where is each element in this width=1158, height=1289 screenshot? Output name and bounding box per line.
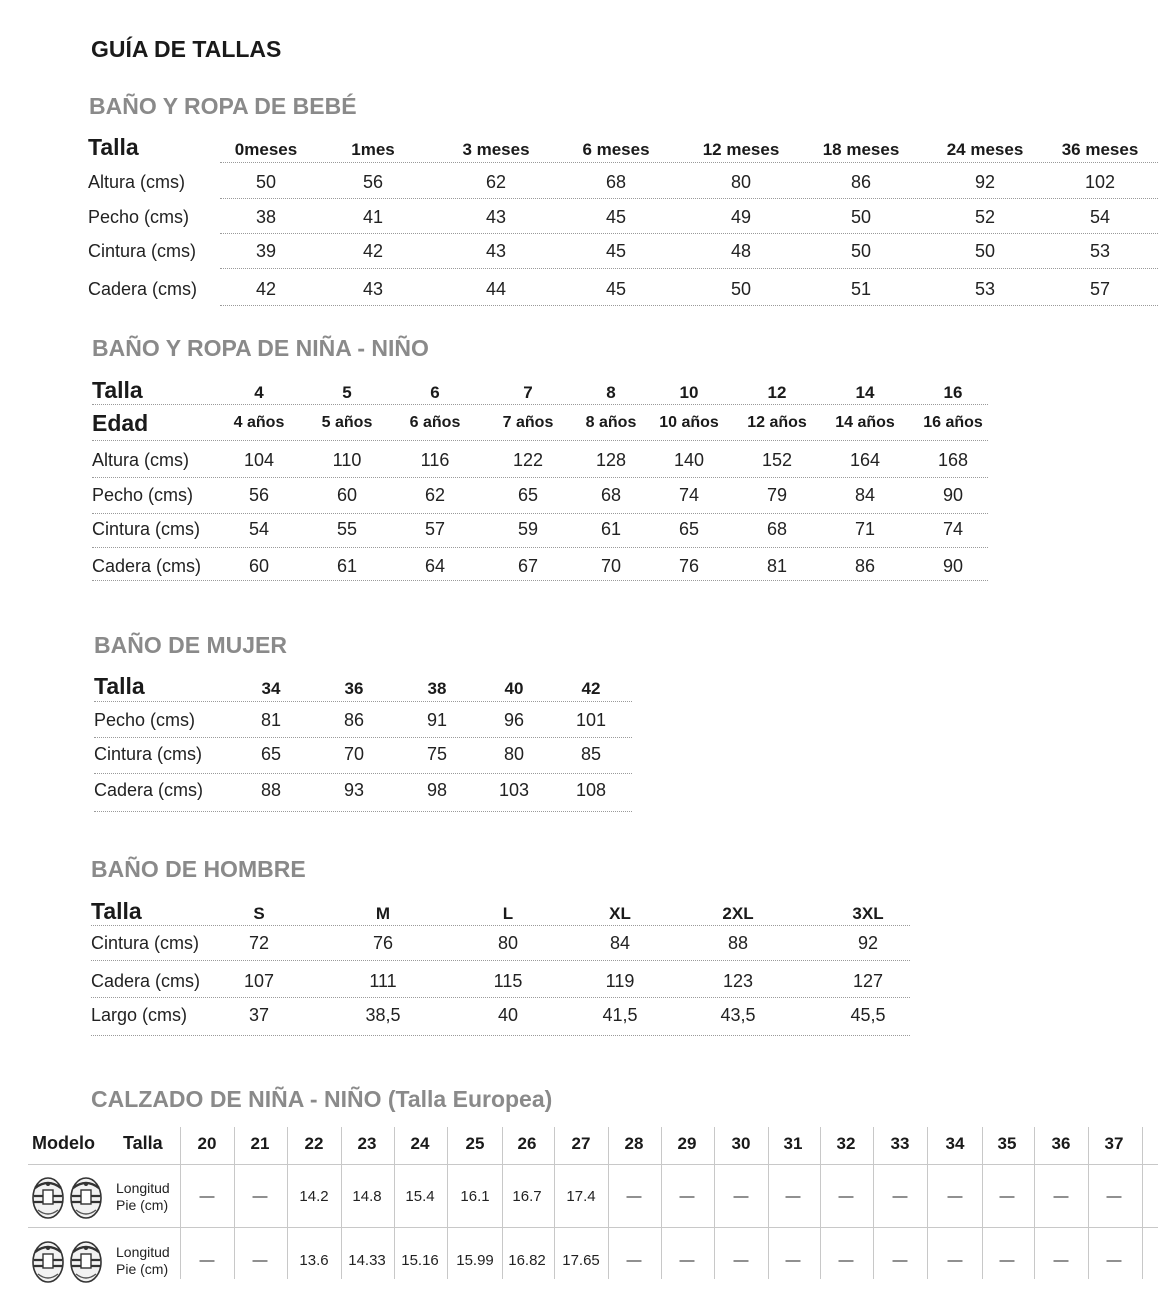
kids-age-header: 4 años: [233, 414, 285, 431]
men-size-header: L: [502, 904, 514, 923]
shoes-cell: 15.16: [401, 1252, 439, 1269]
men-row-label: Largo (cms): [91, 1005, 188, 1025]
kids-age-header: 14 años: [835, 414, 895, 431]
kids-cell: 90: [942, 485, 964, 505]
women-size-header: 36: [344, 679, 364, 698]
baby-cell: 54: [1089, 207, 1111, 227]
kids-age-header: 5 años: [321, 414, 373, 431]
women-cell: 88: [260, 780, 282, 800]
shoes-cell: 14.8: [352, 1188, 382, 1205]
baby-cell: 39: [255, 241, 277, 261]
baby-cell: 43: [485, 207, 507, 227]
baby-size-header: 1mes: [351, 140, 395, 159]
men-size-header: M: [375, 904, 391, 923]
baby-cell: 102: [1084, 172, 1116, 192]
baby-cell: 68: [605, 172, 627, 192]
shoes-size-header: 27: [571, 1134, 591, 1153]
row-divider: [91, 960, 910, 961]
shoes-cell: —: [1053, 1252, 1069, 1269]
baby-cell: 56: [362, 172, 384, 192]
baby-size-header: 36 meses: [1061, 140, 1139, 159]
men-cell: 40: [497, 1005, 519, 1025]
baby-cell: 50: [850, 207, 872, 227]
shoes-grid-line: [1088, 1127, 1089, 1279]
shoes-size-header: 20: [197, 1134, 217, 1153]
women-talla-label: Talla: [94, 673, 145, 699]
kids-row-label: Cadera (cms): [92, 556, 202, 576]
kids-cell: 74: [678, 485, 700, 505]
shoes-cell: —: [1053, 1188, 1069, 1205]
shoes-cell: —: [626, 1188, 642, 1205]
shoes-cell: —: [199, 1252, 215, 1269]
women-row-label: Cadera (cms): [94, 780, 204, 800]
baby-cell: 43: [485, 241, 507, 261]
kids-cell: 122: [512, 450, 544, 470]
row-divider: [94, 773, 632, 774]
shoes-size-header: 29: [677, 1134, 697, 1153]
shoes-cell: —: [947, 1188, 963, 1205]
kids-talla-label: Talla: [92, 377, 143, 403]
shoes-grid-line: [28, 1227, 1158, 1228]
women-row-label: Pecho (cms): [94, 710, 196, 730]
shoes-cell: 14.2: [299, 1188, 329, 1205]
shoes-cell: 17.4: [566, 1188, 596, 1205]
women-cell: 96: [503, 710, 525, 730]
baby-cell: 49: [730, 207, 752, 227]
kids-cell: 61: [336, 556, 358, 576]
men-row-label: Cadera (cms): [91, 971, 201, 991]
row-divider: [92, 547, 988, 548]
row-divider: [220, 305, 1158, 306]
baby-cell: 42: [255, 279, 277, 299]
kids-age-header: 12 años: [747, 414, 807, 431]
baby-cell: 50: [730, 279, 752, 299]
baby-talla-label: Talla: [88, 134, 139, 160]
shoes-size-header: 23: [357, 1134, 377, 1153]
kids-size-header: 14: [855, 383, 875, 402]
kids-cell: 56: [248, 485, 270, 505]
kids-cell: 128: [595, 450, 627, 470]
shoes-cell: 16.7: [512, 1188, 542, 1205]
shoes-grid-line: [341, 1127, 342, 1279]
baby-cell: 38: [255, 207, 277, 227]
men-talla-label: Talla: [91, 898, 142, 924]
shoes-grid-line: [287, 1127, 288, 1279]
men-cell: 127: [852, 971, 884, 991]
women-section-title: BAÑO DE MUJER: [94, 632, 287, 658]
kids-cell: 140: [673, 450, 705, 470]
baby-cell: 86: [850, 172, 872, 192]
shoes-cell: —: [679, 1188, 695, 1205]
kids-cell: 110: [332, 450, 362, 470]
baby-cell: 50: [255, 172, 277, 192]
women-cell: 108: [575, 780, 607, 800]
kids-size-header: 6: [430, 383, 440, 402]
baby-cell: 43: [362, 279, 384, 299]
shoes-size-header: 33: [890, 1134, 910, 1153]
kids-size-header: 10: [679, 383, 699, 402]
sandal-icon: [30, 1174, 66, 1225]
shoes-cell: 16.1: [460, 1188, 490, 1205]
shoes-size-header: 22: [304, 1134, 324, 1153]
baby-size-header: 18 meses: [822, 140, 900, 159]
baby-cell: 48: [730, 241, 752, 261]
shoes-cell: —: [626, 1252, 642, 1269]
shoes-grid-line: [394, 1127, 395, 1279]
shoes-grid-line: [28, 1164, 1158, 1165]
row-divider: [94, 737, 632, 738]
shoes-cell: —: [947, 1252, 963, 1269]
shoes-size-header: 35: [997, 1134, 1017, 1153]
men-cell: 84: [609, 933, 631, 953]
shoes-talla-label: Talla: [123, 1133, 163, 1153]
men-size-header: S: [253, 904, 265, 923]
shoes-grid-line: [554, 1127, 555, 1279]
men-row-label: Cintura (cms): [91, 933, 200, 953]
shoes-cell: —: [892, 1188, 908, 1205]
shoes-grid-line: [1034, 1127, 1035, 1279]
kids-size-header: 8: [606, 383, 616, 402]
women-cell: 91: [426, 710, 448, 730]
women-cell: 65: [260, 744, 282, 764]
women-cell: 75: [426, 744, 448, 764]
row-divider: [92, 580, 988, 581]
shoes-grid-line: [1142, 1127, 1143, 1279]
men-cell: 88: [727, 933, 749, 953]
shoes-size-header: 26: [517, 1134, 537, 1153]
men-cell: 107: [243, 971, 275, 991]
kids-cell: 59: [517, 519, 539, 539]
kids-edad-label: Edad: [92, 410, 149, 436]
shoes-grid-line: [982, 1127, 983, 1279]
baby-cell: 44: [485, 279, 507, 299]
shoes-cell: —: [679, 1252, 695, 1269]
kids-cell: 86: [854, 556, 876, 576]
men-cell: 123: [722, 971, 754, 991]
women-cell: 101: [575, 710, 607, 730]
kids-cell: 168: [937, 450, 969, 470]
shoes-grid-line: [502, 1127, 503, 1279]
men-size-header: 3XL: [852, 904, 884, 923]
row-divider: [220, 162, 1158, 163]
shoes-grid-line: [768, 1127, 769, 1279]
shoes-row-label-line1: Longitud: [116, 1180, 170, 1196]
kids-cell: 57: [424, 519, 446, 539]
baby-cell: 50: [974, 241, 996, 261]
men-cell: 80: [497, 933, 519, 953]
shoes-size-header: 25: [465, 1134, 485, 1153]
shoes-grid-line: [820, 1127, 821, 1279]
kids-age-header: 10 años: [659, 414, 719, 431]
shoes-cell: 16.82: [508, 1252, 546, 1269]
kids-cell: 152: [761, 450, 793, 470]
shoes-cell: —: [199, 1188, 215, 1205]
women-cell: 93: [343, 780, 365, 800]
shoes-cell: 17.65: [562, 1252, 600, 1269]
kids-cell: 79: [766, 485, 788, 505]
kids-size-header: 7: [523, 383, 533, 402]
kids-cell: 65: [517, 485, 539, 505]
kids-cell: 68: [600, 485, 622, 505]
kids-cell: 55: [336, 519, 358, 539]
men-cell: 72: [248, 933, 270, 953]
baby-cell: 51: [850, 279, 872, 299]
baby-size-header: 24 meses: [946, 140, 1024, 159]
men-cell: 41,5: [602, 1005, 638, 1025]
row-divider: [92, 477, 988, 478]
shoes-grid-line: [873, 1127, 874, 1279]
baby-cell: 53: [1089, 241, 1111, 261]
shoes-modelo-label: Modelo: [32, 1133, 95, 1153]
row-divider: [91, 997, 910, 998]
kids-section-title: BAÑO Y ROPA DE NIÑA - NIÑO: [92, 335, 429, 361]
kids-cell: 90: [942, 556, 964, 576]
kids-size-header: 4: [254, 383, 264, 402]
baby-cell: 41: [362, 207, 384, 227]
baby-cell: 45: [605, 279, 627, 299]
shoes-cell: —: [1106, 1188, 1122, 1205]
baby-cell: 57: [1089, 279, 1111, 299]
shoes-size-header: 24: [410, 1134, 430, 1153]
baby-cell: 62: [485, 172, 507, 192]
kids-age-header: 6 años: [409, 414, 461, 431]
sandal-icon: [30, 1238, 66, 1289]
shoes-cell: —: [999, 1252, 1015, 1269]
women-size-header: 34: [261, 679, 281, 698]
row-divider: [220, 198, 1158, 199]
men-cell: 37: [248, 1005, 270, 1025]
shoes-cell: —: [838, 1252, 854, 1269]
shoes-grid-line: [927, 1127, 928, 1279]
kids-cell: 62: [424, 485, 446, 505]
kids-cell: 67: [517, 556, 539, 576]
shoes-grid-line: [714, 1127, 715, 1279]
kids-cell: 84: [854, 485, 876, 505]
shoes-cell: 15.99: [456, 1252, 494, 1269]
shoes-cell: —: [785, 1252, 801, 1269]
baby-size-header: 0meses: [234, 140, 298, 159]
kids-row-label: Cintura (cms): [92, 519, 201, 539]
row-divider: [91, 925, 910, 926]
baby-cell: 92: [974, 172, 996, 192]
kids-cell: 54: [248, 519, 270, 539]
kids-cell: 68: [766, 519, 788, 539]
baby-cell: 80: [730, 172, 752, 192]
kids-cell: 104: [243, 450, 275, 470]
men-cell: 38,5: [365, 1005, 401, 1025]
shoes-cell: —: [892, 1252, 908, 1269]
kids-cell: 71: [854, 519, 876, 539]
row-divider: [92, 440, 988, 441]
kids-cell: 65: [678, 519, 700, 539]
kids-cell: 64: [424, 556, 446, 576]
women-cell: 85: [580, 744, 602, 764]
women-cell: 103: [498, 780, 530, 800]
men-section-title: BAÑO DE HOMBRE: [91, 856, 306, 882]
kids-cell: 81: [766, 556, 788, 576]
baby-cell: 45: [605, 207, 627, 227]
shoes-cell: —: [838, 1188, 854, 1205]
baby-cell: 45: [605, 241, 627, 261]
row-divider: [220, 268, 1158, 269]
shoes-size-header: 32: [836, 1134, 856, 1153]
shoes-cell: 14.33: [348, 1252, 386, 1269]
baby-cell: 50: [850, 241, 872, 261]
baby-size-header: 12 meses: [702, 140, 780, 159]
shoes-size-header: 37: [1104, 1134, 1124, 1153]
baby-size-header: 6 meses: [582, 140, 650, 159]
women-size-header: 40: [504, 679, 524, 698]
shoes-cell: —: [999, 1188, 1015, 1205]
shoes-cell: 13.6: [299, 1252, 329, 1269]
men-cell: 45,5: [850, 1005, 886, 1025]
baby-row-label: Cintura (cms): [88, 241, 197, 261]
women-size-header: 38: [427, 679, 447, 698]
baby-cell: 52: [974, 207, 996, 227]
women-cell: 98: [426, 780, 448, 800]
women-cell: 80: [503, 744, 525, 764]
kids-size-header: 16: [943, 383, 963, 402]
men-cell: 119: [605, 971, 635, 991]
shoes-grid-line: [180, 1127, 181, 1279]
kids-cell: 116: [420, 450, 450, 470]
baby-section-title: BAÑO Y ROPA DE BEBÉ: [89, 93, 357, 119]
shoes-cell: —: [252, 1188, 268, 1205]
men-cell: 115: [493, 971, 523, 991]
shoes-size-header: 30: [731, 1134, 751, 1153]
kids-age-header: 7 años: [502, 414, 554, 431]
kids-cell: 60: [248, 556, 270, 576]
shoes-row-label-line1: Longitud: [116, 1244, 170, 1260]
baby-row-label: Pecho (cms): [88, 207, 190, 227]
page-title: GUÍA DE TALLAS: [91, 36, 282, 62]
sandal-icon: [68, 1174, 104, 1225]
baby-cell: 53: [974, 279, 996, 299]
shoes-row-label-line2: Pie (cm): [116, 1261, 169, 1277]
row-divider: [94, 701, 632, 702]
kids-row-label: Altura (cms): [92, 450, 190, 470]
men-cell: 92: [857, 933, 879, 953]
shoes-cell: —: [733, 1188, 749, 1205]
row-divider: [92, 404, 988, 405]
baby-size-header: 3 meses: [462, 140, 530, 159]
kids-size-header: 5: [342, 383, 352, 402]
shoes-size-header: 34: [945, 1134, 965, 1153]
shoes-cell: —: [1106, 1252, 1122, 1269]
women-cell: 81: [260, 710, 282, 730]
kids-row-label: Pecho (cms): [92, 485, 194, 505]
shoes-size-header: 36: [1051, 1134, 1071, 1153]
women-size-header: 42: [581, 679, 601, 698]
shoes-size-header: 28: [624, 1134, 644, 1153]
baby-cell: 42: [362, 241, 384, 261]
baby-row-label: Altura (cms): [88, 172, 186, 192]
shoes-section-title: CALZADO DE NIÑA - NIÑO (Talla Europea): [91, 1086, 553, 1112]
men-cell: 43,5: [720, 1005, 756, 1025]
kids-cell: 164: [849, 450, 881, 470]
kids-cell: 61: [600, 519, 622, 539]
kids-age-header: 8 años: [585, 414, 637, 431]
shoes-grid-line: [234, 1127, 235, 1279]
shoes-cell: —: [785, 1188, 801, 1205]
row-divider: [94, 811, 632, 812]
men-cell: 111: [369, 971, 397, 991]
men-size-header: 2XL: [722, 904, 754, 923]
shoes-grid-line: [608, 1127, 609, 1279]
shoes-size-header: 31: [783, 1134, 803, 1153]
women-row-label: Cintura (cms): [94, 744, 203, 764]
shoes-row-label-line2: Pie (cm): [116, 1197, 169, 1213]
row-divider: [220, 233, 1158, 234]
shoes-cell: —: [252, 1252, 268, 1269]
kids-cell: 70: [600, 556, 622, 576]
baby-row-label: Cadera (cms): [88, 279, 198, 299]
shoes-grid-line: [661, 1127, 662, 1279]
kids-cell: 76: [678, 556, 700, 576]
shoes-size-header: 21: [250, 1134, 270, 1153]
shoes-grid-line: [447, 1127, 448, 1279]
kids-cell: 60: [336, 485, 358, 505]
shoes-cell: —: [733, 1252, 749, 1269]
shoes-cell: 15.4: [405, 1188, 435, 1205]
men-size-header: XL: [609, 904, 631, 923]
women-cell: 70: [343, 744, 365, 764]
sandal-icon: [68, 1238, 104, 1289]
men-cell: 76: [372, 933, 394, 953]
women-cell: 86: [343, 710, 365, 730]
row-divider: [92, 513, 988, 514]
row-divider: [91, 1035, 910, 1036]
kids-size-header: 12: [767, 383, 787, 402]
kids-cell: 74: [942, 519, 964, 539]
kids-age-header: 16 años: [923, 414, 983, 431]
